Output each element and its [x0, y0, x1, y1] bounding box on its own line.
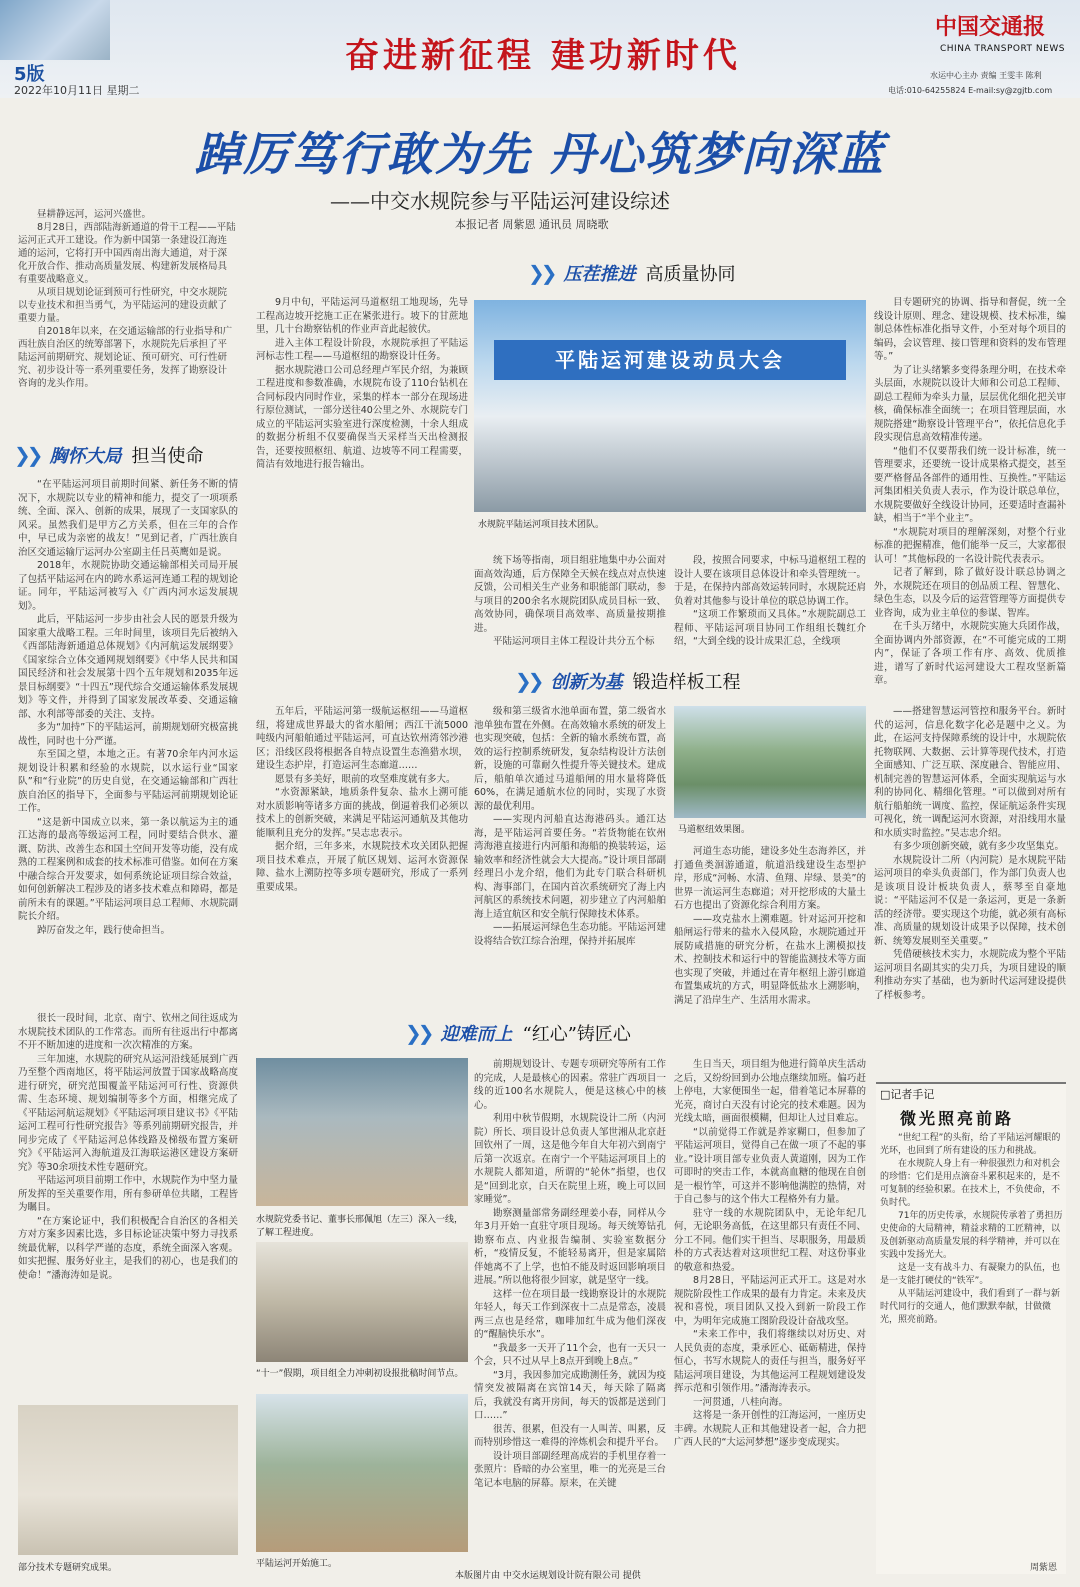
- section-tag: 迎难而上: [440, 1024, 513, 1045]
- reporter-notes-body: [880, 1132, 1064, 1557]
- paragraph: “这项工作繁琐而又具体。”水规院副总工程师、平陆运河项目协同工作组组长魏红介绍，“大到全线的设计成果汇总，全线项: [674, 609, 866, 647]
- paragraph: 目专题研究的协调、指导和督促，统一全线设计原则、理念、建设规模、技术标准，编制总体性标准化指导文件，小至对每个项目的编码，会议管理、接口管理和资料的发布管理等。”: [874, 297, 1066, 362]
- article-subhead: ——中交水规院参与平陆运河建设综述: [330, 189, 670, 213]
- section-title: 担当使命: [131, 446, 204, 467]
- double-chevron-icon: ❯❯: [515, 669, 541, 693]
- photo-caption: 平陆运河开始施工。: [256, 1559, 338, 1569]
- site-inspection-photo: [256, 1058, 468, 1206]
- reporter-notes-title: 微光照亮前路: [900, 1109, 1015, 1128]
- intro-paragraph: 自2018年以来，在交通运输部的行业指导和广西壮族自治区的统筹部署下，水规院先后承担了平陆运河前期研究、规划论证、预可研究、可行性研究、初步设计等一系列重要任务，发挥了勘察设计咨询的龙头作用。: [18, 326, 233, 389]
- article-headline: 踔厉笃行敢为先 丹心筑梦向深蓝: [194, 127, 885, 181]
- paragraph: 踔厉奋发之年，践行使命担当。: [37, 924, 171, 936]
- paragraph: 为了让头绪繁多变得条理分明，在技术牵头层面，水规院以设计大师和公司总工程师、副总工程师为牵头力量，层层优化细化把关审核，确保标准全面统一；在项目管理层面，水规院搭建“勘察设计管理平台”，依托信息化手段实现信息高效精准传递。: [874, 364, 1066, 443]
- reporter-notes-label: □记者手记: [880, 1088, 935, 1101]
- paragraph: 这样一位在项目最一线勘察设计的水规院年轻人，每天工作到深夜十二点是常态，凌晨两三点也是经常，咖啡加红牛成为他们深夜的“醒脑快乐水”。: [474, 1288, 666, 1340]
- paragraph: 五年后，平陆运河第一级航运枢纽——马道枢纽，将建成世界最大的省水船闸；西江干流5000吨级内河船舶通过平陆运河，可直达钦州湾邻沙港区；沿线区段将根据各自特点设置生态渔猎水坝，建设生态护岸，打造运河生态廊道……: [256, 706, 468, 771]
- paragraph: 利用中秋节假期，水规院设计二所（内河院）所长、项目设计总负责人邹世湘从北京赶回钦州了一周，这是他今年自大年初六到南宁后第一次返京。在南宁一个平陆运河项目上的水规院人都知道，所谓的“轮休”指望，也仅是“回到北京，白天在院里上班，晚上可以回家睡觉”。: [474, 1113, 666, 1205]
- paragraph: 此后，平陆运河一步步由社会人民的愿景升级为国家重大战略工程。三年时间里，该项目先后被纳入《西部陆海新通道总体规划》《内河航运发展纲要》《国家综合立体交通网规划纲要》《中华人民共和国国民经济和社会发展第十四个五年规划和2035年远景目标纲要》“十四五”现代综合交通运输体系发展规划》等文件，并得到了国家发展改革委、交通运输部、水利部等部委的关注、支持。: [18, 614, 238, 720]
- column-12: [674, 1058, 866, 1558]
- paragraph: “水规院对项目的理解深刻，对整个行业标准的把握精准，他们能举一反三，大家都很认可！”其他标段的一名设计院代表表示。: [874, 526, 1066, 565]
- page-slogan: 奋进新征程 建功新时代: [345, 36, 741, 76]
- paragraph: “世纪工程”的头衔，给了平陆运河耀眼的光环，也回到了所有建设的压力和挑战。: [880, 1133, 1061, 1156]
- paragraph: 这是一支有战斗力、有凝聚力的队伍，也是一支能打硬仗的“铁军”。: [880, 1263, 1061, 1286]
- paragraph: 进入主体工程设计阶段，水规院承担了平陆运河标志性工程——马道枢纽的勘察设计任务。: [256, 337, 468, 362]
- paper-name-en: CHINA TRANSPORT NEWS: [940, 44, 1065, 54]
- paragraph: 据水规院港口公司总经理卢军民介绍，为兼顾工程进度和参数准确，水规院布设了110台钻机在合同标段内同时作业，采集的样本一部分在现场进行原位测试，一部分送往40公里之外、水规院专门成立的平陆运河实验室进行深度检测，十余人组成的数据分析组不仅要确保当天采样当天出检测报告，还要按照枢纽、航道、边坡等不同工程需要，简洁有效地进行报告输出。: [256, 364, 468, 470]
- paragraph: “水资源紧缺，地质条件复杂、盐水上溯可能对水质影响等诸多方面的挑战，倒逼着我们必须以技术上的创新突破，来满足平陆运河通航及其他功能顺利且充分的发挥。”吴志忠表示。: [256, 787, 468, 839]
- paragraph: 段，按照合同要求，中标马道枢纽工程的设计人要在该项目总体设计和牵头管理统一。于是，在保持内部高效运转同时，水规院还肩负着对其他参与设计单位的联总协调工作。: [674, 555, 866, 607]
- paragraph: 统下场等指南，项目组驻地集中办公面对面高效沟通，后方保障全天候在线点对点快速反馈，公司相关生产业务和职能部门联动，参与项目的200余名水规院团队成员目标一致、高效协同，确保项目高效率、高质量按期推进。: [474, 555, 666, 634]
- intro-paragraph: 8月28日，西部陆海新通道的骨干工程——平陆运河正式开工建设。作为新中国第一条建设江海连通的运河，它将打开中国西南出海大通道，对于深化开放合作、推动高质量发展、构建新发展格局具有重要战略意义。: [18, 222, 236, 285]
- paragraph: 记者了解到，除了做好设计联总协调之外，水规院还在项目的创品质工程、智慧化、绿色生态，以及今后的运营管理等方面提供专业咨询，成为业主单位的参谋、智库。: [874, 567, 1066, 619]
- paragraph: 水规院设计二所（内河院）是水规院平陆运河项目的牵头负责部门，作为部门负责人也是该项目设计板块负责人，蔡琴至自豪地说：“平陆运河不仅是一条运河，更是一条新活的经济带。要实现这个功能，就必须有高标准、高质量的规划设计成果予以保障，技术创新、统筹发展则至关重要。”: [874, 854, 1066, 947]
- column-11: [474, 1058, 666, 1558]
- paragraph: 平陆运河项目主体工程设计共分五个标: [493, 636, 655, 647]
- column-5: [874, 296, 1066, 686]
- paragraph: 这将是一条开创性的江海运河，一座历史丰碑。水规院人正和其他建设者一起，合力把广西人民的“大运河梦想”逐步变成现实。: [674, 1410, 866, 1448]
- double-chevron-icon: ❯❯: [14, 443, 40, 467]
- paragraph: ——拓展运河绿色生态功能。平陆运河建设将结合钦江综合治理，保持并拓展库: [474, 922, 666, 947]
- paragraph: “他们不仅要帮我们统一设计标准，统一管理要求，还要统一设计成果格式提交，甚至要严格督品各部件的通用性、互换性。”平陆运河集团相关负责人表示，作为设计联总单位，水规院要做好全线设计协同，还要适时查漏补缺，相当于“半个业主”。: [874, 445, 1066, 524]
- section-tag: 胸怀大局: [49, 446, 122, 467]
- paragraph: 设计项目部副经理高成岩的手机里存着一张照片：昏暗的办公室里，唯一的光亮是三台笔记本电脑的屏幕。原来，在关键: [474, 1450, 666, 1489]
- paragraph: 勘察测量部常务副经理姜小春，同样从今年3月开始一直驻守项目现场。每天统筹钻孔勘察布点、内业报告编制、实验室数据分析，“疫情反复，不能轻易离开，但是家属陪伴她离不了上学，也怕不能及时返回影响项目进展。”所以他将很少回家，就是坚守一线。: [474, 1207, 666, 1286]
- mobilization-photo: [474, 300, 866, 512]
- photo-caption: 水规院党委书记、董事长邢佩旭（左三）深入一线，了解工程进度。: [256, 1215, 464, 1238]
- paragraph: “3月，我因参加完成勘测任务，就因为疫情突发被隔离在宾馆14天，每天除了隔离后，我就没有离开房间，每天的饭都是送到门口……”: [474, 1369, 666, 1421]
- issue-date: 2022年10月11日 星期二: [14, 84, 140, 97]
- paragraph: 前期规划设计、专题专项研究等所有工作的完成，人是最核心的因素。常驻广西项目一线的近100名水规院人，便是这核心中的核心。: [474, 1059, 666, 1111]
- paragraph: “在平陆运河项目前期时间紧、新任务不断的情况下，水规院以专业的精神和能力，提交了一项项系统、全面、深入、创新的成果，展现了一支国家队的风采。虽然我们是甲方乙方关系，但在三年的合作中，早已成为亲密的战友！”见到记者，广西壮族自治区交通运输厅运河办公室副主任吕英鹰如是说。: [18, 479, 238, 558]
- column-9: [874, 705, 1066, 1010]
- paragraph: 多为“加持”下的平陆运河，前期规划研究极富挑战性，同时也十分严谨。: [18, 722, 238, 747]
- paragraph: “在方案论证中，我们积极配合自治区的各相关方对方案多因素比选，多目标论证决策中努力寻找系统最优解，以科学严谨的态度，系统全面深入客观。如实把握、服务好业主，是我们的初心，也是我们的使命！”潘海涛如是说。: [18, 1215, 238, 1281]
- paragraph: 8月28日，平陆运河正式开工。这是对水规院阶段性工作成果的最有力肯定。未来及庆祝和喜悦，项目团队又投入到新一阶段工作中，为明年完成施工图阶段设计奋战攻坚。: [674, 1275, 866, 1327]
- section-head-1: [14, 440, 254, 470]
- madao-hub-rendering: [674, 706, 866, 818]
- double-chevron-icon: ❯❯: [405, 1021, 431, 1045]
- section-head-3: [515, 666, 835, 696]
- paragraph: “未来工作中，我们将继续以对历史、对人民负责的态度，秉承匠心、砥砺精进，保持恒心，书写水规院人的责任与担当，服务好平陆运河项目建设，为其他运河工程规划建设发挥示范和引领作用。”潘海涛表示。: [674, 1329, 866, 1394]
- photo-caption: “十一”假期，项目组全力冲刺初设报批稿时间节点。: [256, 1369, 464, 1379]
- paragraph: 据介绍，三年多来，水规院技术攻关团队把握项目技术难点，开展了航区规划、运河水资源保障、盐水上溯防控等多项专题研究，形成了一系列重要成果。: [256, 841, 468, 893]
- column-8: [674, 845, 866, 1010]
- paragraph: ——搭建智慧运河管控和服务平台。新时代的运河，信息化数字化必是题中之义。为此，在运河支持保障系统的设计中，水规院依托物联网、大数据、云计算等现代技术，打造全面感知、广泛互联、深度融合、智能应用、机制完善的智慧运河体系，全面实现航运与水利的协同化、精细化管理。“可以做到对所有航行船舶统一调度、监控，保证航运条件实现可视化，统一调配运河水资源，对沿线用水量和水质实时监控。”吴志忠介绍。: [874, 706, 1066, 839]
- intro-paragraph: 昼耕静远河，运河兴盛世。: [37, 209, 152, 220]
- paragraph: 2018年，水规院协助交通运输部相关司局开展了包括平陆运河在内的跨水系运河连通工程的规划论证。同年，平陆运河被写入《广西内河水运发展规划》。: [18, 560, 238, 612]
- page-number: 5版: [14, 64, 45, 85]
- section-title: 锻造样板工程: [632, 672, 741, 693]
- contact-info: 电话:010-64255824 E-mail:sy@zgjtb.com: [888, 86, 1053, 95]
- reporter-notes-author: 周紫恩: [1030, 1563, 1058, 1573]
- research-reports-photo: [18, 1405, 238, 1555]
- paragraph: 凭借硬核技术实力，水规院成为整个平陆运河项目名副其实的尖刀兵，为项目建设的顺利推动夯实了基础，也为新时代运河建设提供了样板参考。: [874, 949, 1066, 1001]
- section-head-2: [528, 258, 828, 288]
- paragraph: 有多少项创新突破，就有多少攻坚集克。: [893, 841, 1065, 852]
- paragraph: 很苦、很累，但没有一人叫苦、叫累，反而特别珍惜这一难得的淬炼机会和提升平台。: [474, 1423, 666, 1448]
- paragraph: 一河贯通，八桂向海。: [693, 1396, 789, 1408]
- section-head-4: [405, 1018, 725, 1048]
- photo-caption: 水规院平陆运河项目技术团队。: [478, 520, 605, 530]
- paragraph: 三年加速，水规院的研究从运河沿线延展到广西乃至整个西南地区，将平陆运河放置于国家战略高度进行研究，研究范围覆盖平陆运河可行性、资源供需、生态环境、规划编制等多个方面，相继完成了《平陆运河航运规划》《平陆运河项目建议书》《平陆运河工程可行性研究报告》等系列前期研究报告，并同步完成了《平陆运河总体线路及梯级布置方案研究》《平陆运河入海航道及江海联运港区建设方案研究》等30余项技术性专题研究。: [18, 1053, 238, 1173]
- photo-caption: 部分技术专题研究成果。: [18, 1563, 118, 1573]
- paragraph: 平陆运河项目前期工作中，水规院作为中坚力量所发挥的至关重要作用，所有参研单位共睹，工程皆为瞩目。: [18, 1175, 238, 1213]
- column-7: [474, 705, 666, 1010]
- paragraph: 河道生态功能，建设多处生态海养区，并打通鱼类洄游通道，航道沿线建设生态型护岸，形成“河畅、水清、鱼翔、岸绿、景美”的世界一流运河生态廊道；对开挖形成的大量土石方也提出了资源化综合利用方案。: [674, 846, 866, 911]
- paragraph: ——攻克盐水上溯难题。针对运河开挖和船闸运行带来的盐水入侵风险，水规院通过开展防咸措施的研究分析，在盐水上溯模拟技术、控制技术和运行中的智能监测技术等方面也实现了突破，并通过在青年枢纽上游引廊道布置集咸坑的方式，明显降低盐水上溯影响，满足了沿岸生产、生活用水需求。: [674, 913, 866, 1006]
- paragraph: ——实现内河船直达海港码头。通江达海，是平陆运河首要任务。“若货物能在钦州湾海港直接进行内河船和海船的换装转运，运输效率和经济性就会大大提高。”设计项目部副经理吕小龙介绍，他们为此专门联合科研机构、海事部门，在国内首次系统研究了海上内河航区的系统技术问题，初步建立了内河船舶海上适宜航区和安全航行保障技术体系。: [474, 814, 666, 920]
- section-title: 高质量协同: [645, 264, 736, 285]
- column-2: [256, 296, 468, 656]
- mobilization-banner-text: 平陆运河建设动员大会: [494, 340, 846, 380]
- paragraph: 级和第三级省水池单面布置，第二级省水池单独布置在外侧。在高效输水系统的研发上也实现突破，包括：全新的输水系统布置，高效的运行控制系统研发，复杂结构设计方法创新，设施的可靠耐久性提升等关键技术。建成后，船舶单次通过马道船闸的用水量将降低60%，在满足通航水位的同时，实现了水资源的最优利用。: [474, 706, 666, 812]
- column-4: [674, 554, 866, 664]
- banner-photo: [0, 0, 110, 60]
- meeting-photo: [256, 1242, 468, 1362]
- column-1: [18, 478, 238, 1008]
- paragraph: 在千头万绪中，水规院实施大兵团作战，全面协调内外部资源，在“不可能完成的工期内”，保证了各项工作有序、高效、优质推进，谱写了新时代运河建设大工程攻坚新篇章。: [874, 621, 1066, 686]
- editor-credits: 水运中心主办 责编 王雯丰 陈利: [930, 71, 1042, 80]
- column-3: [474, 554, 666, 664]
- paper-logo: 中国交通报: [935, 14, 1046, 40]
- paragraph: 9月中旬，平陆运河马道枢纽工地现场，先导工程高边坡开挖施工正在紧张进行。坡下的甘蔗地里，几十台勘察钻机的作业声音此起彼伏。: [256, 297, 468, 335]
- column-10: [18, 1012, 238, 1402]
- paragraph: 东至国之望，本地之正。有著70余年内河水运规划设计积累和经验的水规院，以水运行业“国家队”和“行业院”的历史自觉，在交通运输部和广西壮族自治区的指导下，全面参与平陆运河前期规划论证工作。: [18, 749, 238, 814]
- construction-start-photo: [256, 1394, 468, 1552]
- column-6: [256, 705, 468, 1010]
- section-tag: 压茬推进: [563, 264, 636, 285]
- photo-caption: 马道枢纽效果图。: [678, 825, 751, 835]
- double-chevron-icon: ❯❯: [528, 261, 554, 285]
- intro-paragraph: 从项目规划论证到预可行性研究，中交水规院以专业技术和担当勇气，为平陆运河的建设贡献了重要力量。: [18, 287, 228, 324]
- paragraph: “以前觉得工作就是养家糊口，但参加了平陆运河项目，觉得自己在做一项了不起的事业。”设计项目部专业负责人黄道刚，因为工作可即时的突击工作，本就高血糖的他现在自创是一根竹竿，可这并不影响他满腔的热情，对于自己参与的这个伟大工程格外有力量。: [674, 1126, 866, 1205]
- section-title: “红心”铸匠心: [522, 1024, 631, 1045]
- paragraph: “这是新中国成立以来，第一条以航运为主的通江达海的最高等级运河工程，同时要结合供水、灌溉、防洪、改善生态和国土空间开发等功能，没有成熟的工程案例和成套的技术标准可借鉴。如何在方案中融合综合开发要求，如何系统论证项目综合效益，如何创新解决工程涉及的诸多技术难点和障碍，都是前所未有的课题。”平陆运河项目总工程师、水规院副院长介绍。: [18, 816, 238, 922]
- paragraph: “我最多一天开了11个会，也有一天只一个会，只不过从早上8点开到晚上8点。”: [474, 1342, 666, 1367]
- article-intro: [18, 208, 236, 433]
- paragraph: 71年的历史传承，水规院传承着了勇担历史使命的大局精神，精益求精的工匠精神，以及创新驱动高质量发展的科学精神，并可以在实践中发扬光大。: [880, 1211, 1063, 1260]
- paragraph: 很长一段时间，北京、南宁、钦州之间往返成为水规院技术团队的工作常态。而所有往返出行中都离不开不断加速的进度和一次次精准的方案。: [18, 1013, 238, 1051]
- paragraph: 生日当天，项目组为他进行简单庆生活动之后，又纷纷回到办公地点继续加班。偏巧赶上停电，大家便围坐一起，借着笔记本屏幕的光亮，商讨白天没有讨论完的技术难题。因为光线太暗，画面很模糊，但却让人过目难忘。: [674, 1059, 866, 1124]
- section-tag: 创新为基: [550, 672, 623, 693]
- paragraph: 从平陆运河建设中，我们看到了一群与新时代同行的交通人，他们默默奉献，甘做微光，照亮前路。: [880, 1289, 1061, 1325]
- photo-credit: 本版图片由 中交水运规划设计院有限公司 提供: [455, 1571, 641, 1581]
- paragraph: 愿景有多美好，眼前的攻坚难度就有多大。: [275, 773, 456, 785]
- paragraph: 在水规院人身上有一种很强烈力和对机会的珍惜：它们是用点滴奋斗累积起来的，是不可复制的经验积累。在技术上，不负使命，不负时代。: [880, 1159, 1061, 1208]
- article-byline: 本报记者 周紫恩 通讯员 周晓歌: [455, 218, 609, 231]
- paragraph: 驻守一线的水规院团队中，无论年纪几何，无论职务高低，在这里都只有责任不同、分工不同。他们实干担当、尽职服务，用最质朴的方式表达着对这项世纪工程、对这份事业的敬意和热爱。: [674, 1207, 866, 1273]
